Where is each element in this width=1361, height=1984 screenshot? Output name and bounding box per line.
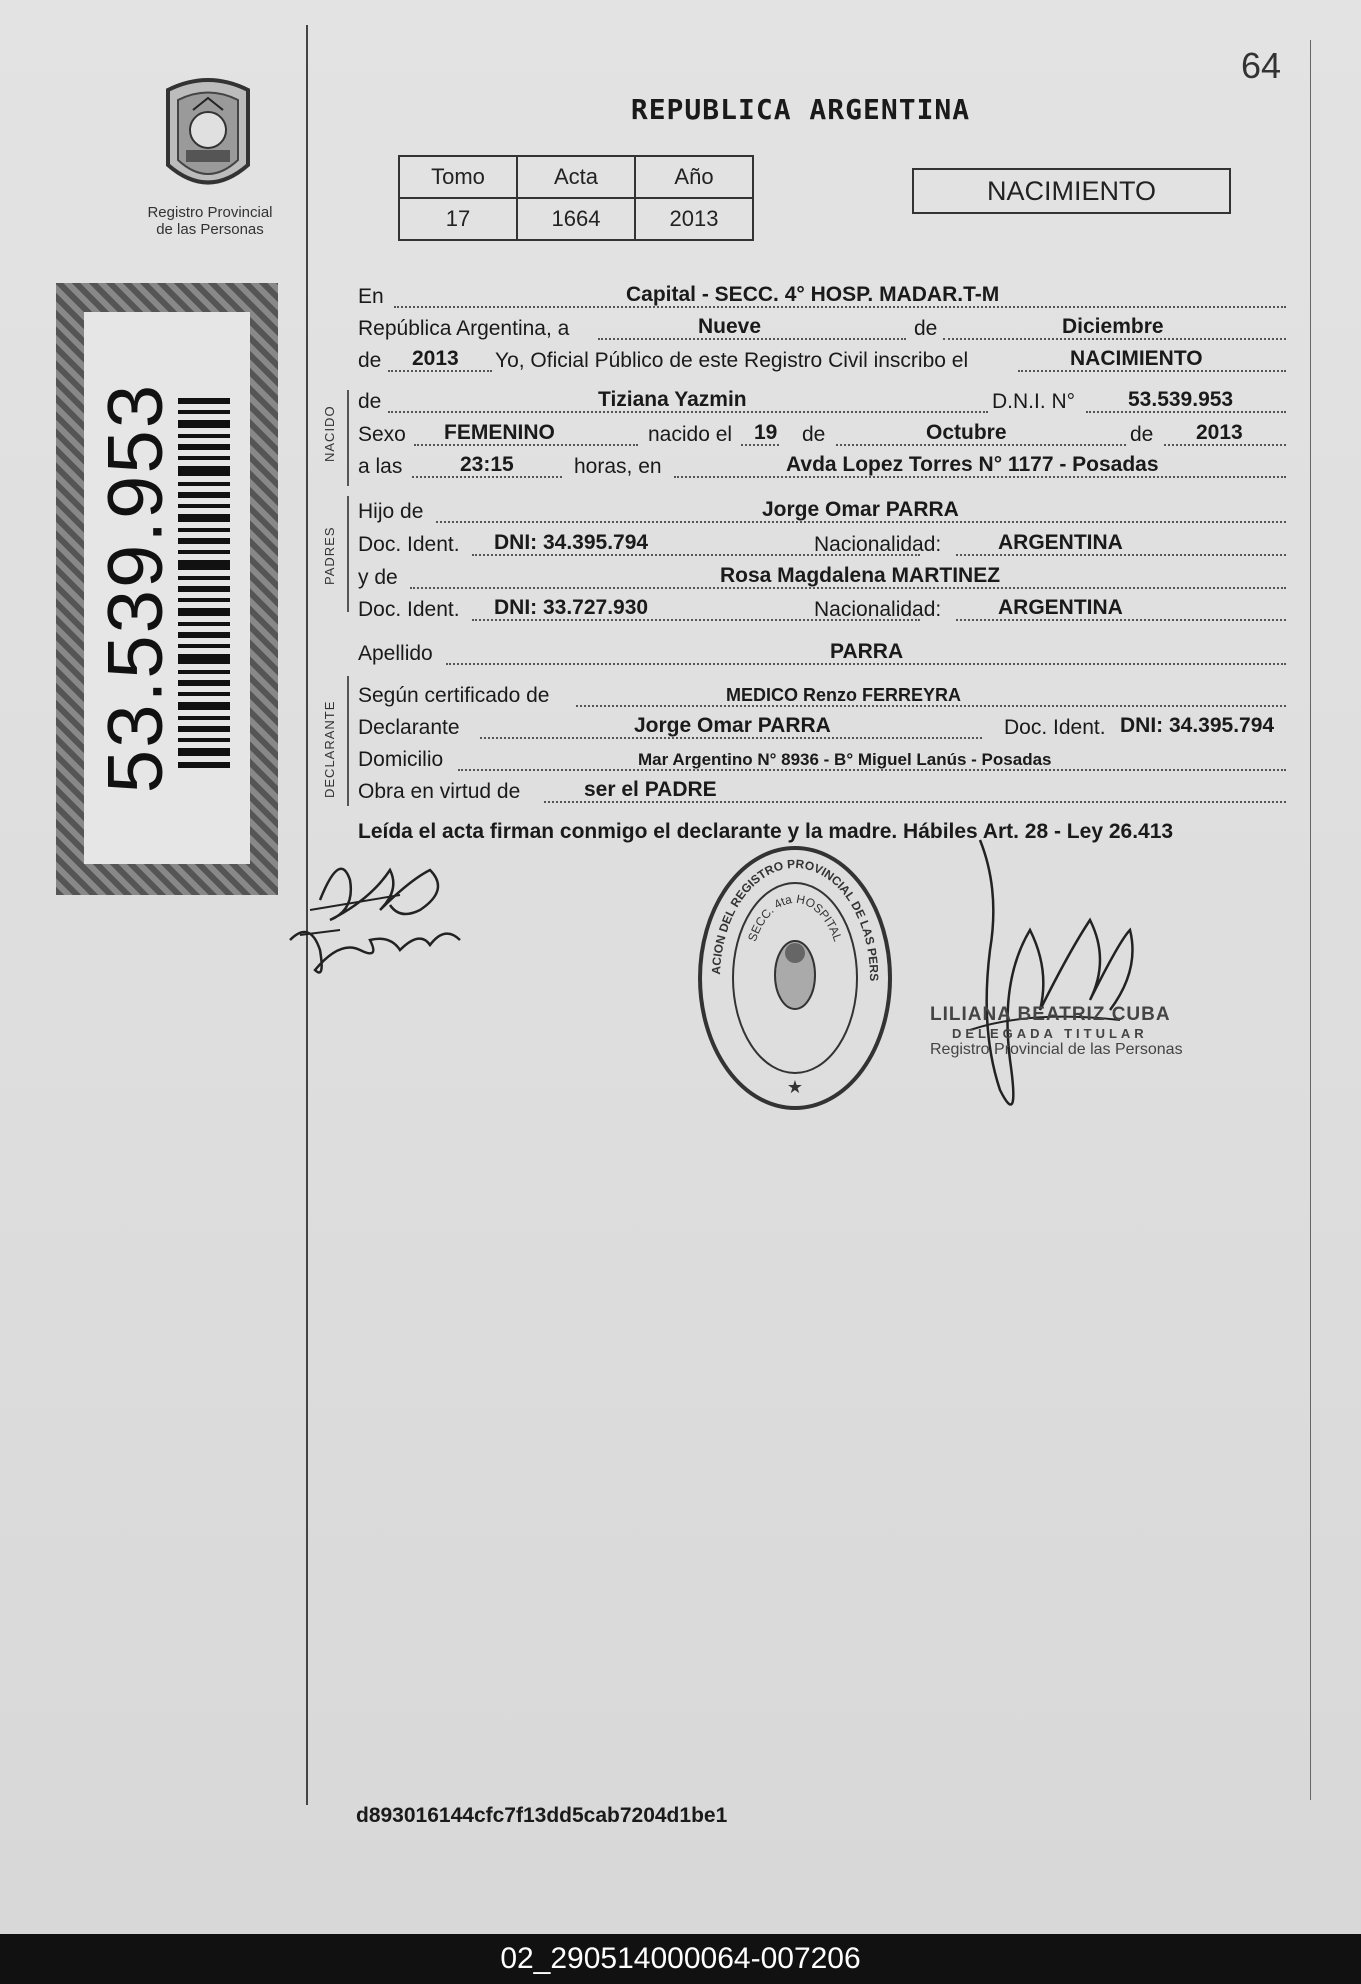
label-doc-ident-1: Doc. Ident.	[358, 533, 460, 556]
form-line-obra	[358, 770, 1286, 808]
label-de3: de	[358, 390, 382, 413]
registry-header-row	[399, 156, 753, 198]
provincial-logo	[148, 70, 268, 200]
label-oficial: Yo, Oficial Público de este Registro Civil inscribo el	[495, 349, 969, 372]
label-hijo: Hijo de	[358, 500, 424, 523]
label-en: En	[358, 285, 384, 308]
value-inscribo: NACIMIENTO	[1070, 347, 1203, 370]
label-apellido: Apellido	[358, 642, 433, 665]
value-father-name: Jorge Omar PARRA	[762, 498, 959, 521]
registry-header-tomo: Tomo	[399, 156, 517, 198]
value-domicilio: Mar Argentino N° 8936 - B° Miguel Lanús - Posadas	[638, 750, 1052, 769]
official-stamp	[930, 1004, 1200, 1059]
value-place-of-registration: Capital - SECC. 4° HOSP. MADAR.T-M	[626, 283, 1000, 306]
label-doc-ident-3: Doc. Ident.	[1004, 716, 1106, 739]
value-father-doc: DNI: 34.395.794	[494, 531, 649, 554]
value-mother-name: Rosa Magdalena MARTINEZ	[720, 564, 1001, 587]
record-type-box: NACIMIENTO	[912, 168, 1231, 214]
label-declarante: Declarante	[358, 716, 460, 739]
value-birth-time: 23:15	[460, 453, 514, 476]
registry-value-anio: 2013	[635, 198, 753, 240]
form-line-mother-doc	[358, 588, 1286, 626]
label-alas: a las	[358, 455, 403, 478]
registry-value-tomo: 17	[399, 198, 517, 240]
right-margin-line	[1310, 40, 1311, 1800]
registry-table	[398, 155, 754, 241]
barcode-number: 53.539.953	[90, 382, 179, 794]
value-obra: ser el PADRE	[584, 778, 717, 801]
section-label-padres: PADRES	[322, 526, 337, 585]
label-y-de: y de	[358, 566, 398, 589]
closing-statement: Leída el acta firman conmigo el declarante y la madre. Hábiles Art. 28 - Ley 26.413	[358, 820, 1174, 843]
value-certificado: MEDICO Renzo FERREYRA	[726, 685, 962, 705]
logo-caption-line1: Registro Provincial	[147, 204, 273, 221]
value-declarante-name: Jorge Omar PARRA	[634, 714, 831, 737]
section-bar-declarante	[347, 676, 349, 806]
document-title: REPUBLICA ARGENTINA	[630, 93, 971, 126]
value-father-nationality: ARGENTINA	[998, 531, 1123, 554]
registry-header-anio: Año	[635, 156, 753, 198]
stamp-line-1: LILIANA BEATRIZ CUBA	[930, 1004, 1171, 1025]
label-de4: de	[802, 423, 826, 446]
registry-header-acta: Acta	[517, 156, 635, 198]
value-registration-day: Nueve	[698, 315, 762, 338]
stamp-line-2: DELEGADA TITULAR	[952, 1026, 1148, 1041]
logo-caption	[120, 204, 300, 238]
seal-inner-text: SECC. 4ta HOSPITAL	[745, 891, 845, 944]
label-republica: República Argentina, a	[358, 317, 570, 340]
value-child-dni: 53.539.953	[1128, 388, 1234, 411]
section-bar-padres	[347, 496, 349, 612]
form-line-oficial	[358, 339, 1286, 377]
form-line-alas	[358, 445, 1286, 483]
registry-value-row	[399, 198, 753, 240]
section-label-nacido: NACIDO	[322, 405, 337, 462]
label-de: de	[914, 317, 938, 340]
value-mother-nationality: ARGENTINA	[998, 596, 1123, 619]
svg-text:★: ★	[786, 1077, 804, 1097]
label-nacido-el: nacido el	[648, 423, 733, 446]
value-registration-month: Diciembre	[1062, 315, 1164, 338]
label-de5: de	[1130, 423, 1154, 446]
label-domicilio: Domicilio	[358, 748, 444, 771]
label-horas: horas, en	[574, 455, 662, 478]
value-child-name: Tiziana Yazmin	[598, 388, 747, 411]
logo-caption-line2: de las Personas	[156, 221, 264, 238]
footer-id: 02_290514000064-007206	[500, 1942, 861, 1975]
document-hash: d893016144cfc7f13dd5cab7204d1be1	[356, 1804, 728, 1827]
barcode-bars	[178, 398, 230, 770]
label-obra: Obra en virtud de	[358, 780, 521, 803]
section-bar-nacido	[347, 390, 349, 486]
value-sexo: FEMENINO	[444, 421, 555, 444]
value-birth-place: Avda Lopez Torres N° 1177 - Posadas	[786, 453, 1159, 476]
page-number: 64	[1240, 45, 1281, 86]
label-nacionalidad-1: Nacionalidad:	[814, 533, 942, 556]
label-doc-ident-2: Doc. Ident.	[358, 598, 460, 621]
value-apellido: PARRA	[830, 640, 904, 663]
footer-id-bar	[0, 1934, 1361, 1984]
declarant-signature	[280, 840, 480, 990]
seal-outer-text: ACION DEL REGISTRO PROVINCIAL DE LAS PERS	[708, 856, 882, 982]
label-certificado: Según certificado de	[358, 684, 550, 707]
registry-value-acta: 1664	[517, 198, 635, 240]
value-declarante-doc: DNI: 34.395.794	[1120, 714, 1275, 737]
label-dni: D.N.I. N°	[992, 390, 1076, 413]
stamp-line-3: Registro Provincial de las Personas	[930, 1041, 1183, 1058]
value-birth-year: 2013	[1196, 421, 1243, 444]
label-nacionalidad-2: Nacionalidad:	[814, 598, 942, 621]
label-sexo: Sexo	[358, 423, 406, 446]
value-mother-doc: DNI: 33.727.930	[494, 596, 649, 619]
form-line-apellido	[358, 632, 1286, 670]
value-registration-year: 2013	[412, 347, 459, 370]
section-label-declarante: DECLARANTE	[322, 700, 337, 798]
official-signature	[940, 830, 1160, 1140]
value-birth-month: Octubre	[926, 421, 1007, 444]
official-round-seal	[690, 843, 900, 1113]
value-birth-day: 19	[754, 421, 778, 444]
label-de2: de	[358, 349, 382, 372]
